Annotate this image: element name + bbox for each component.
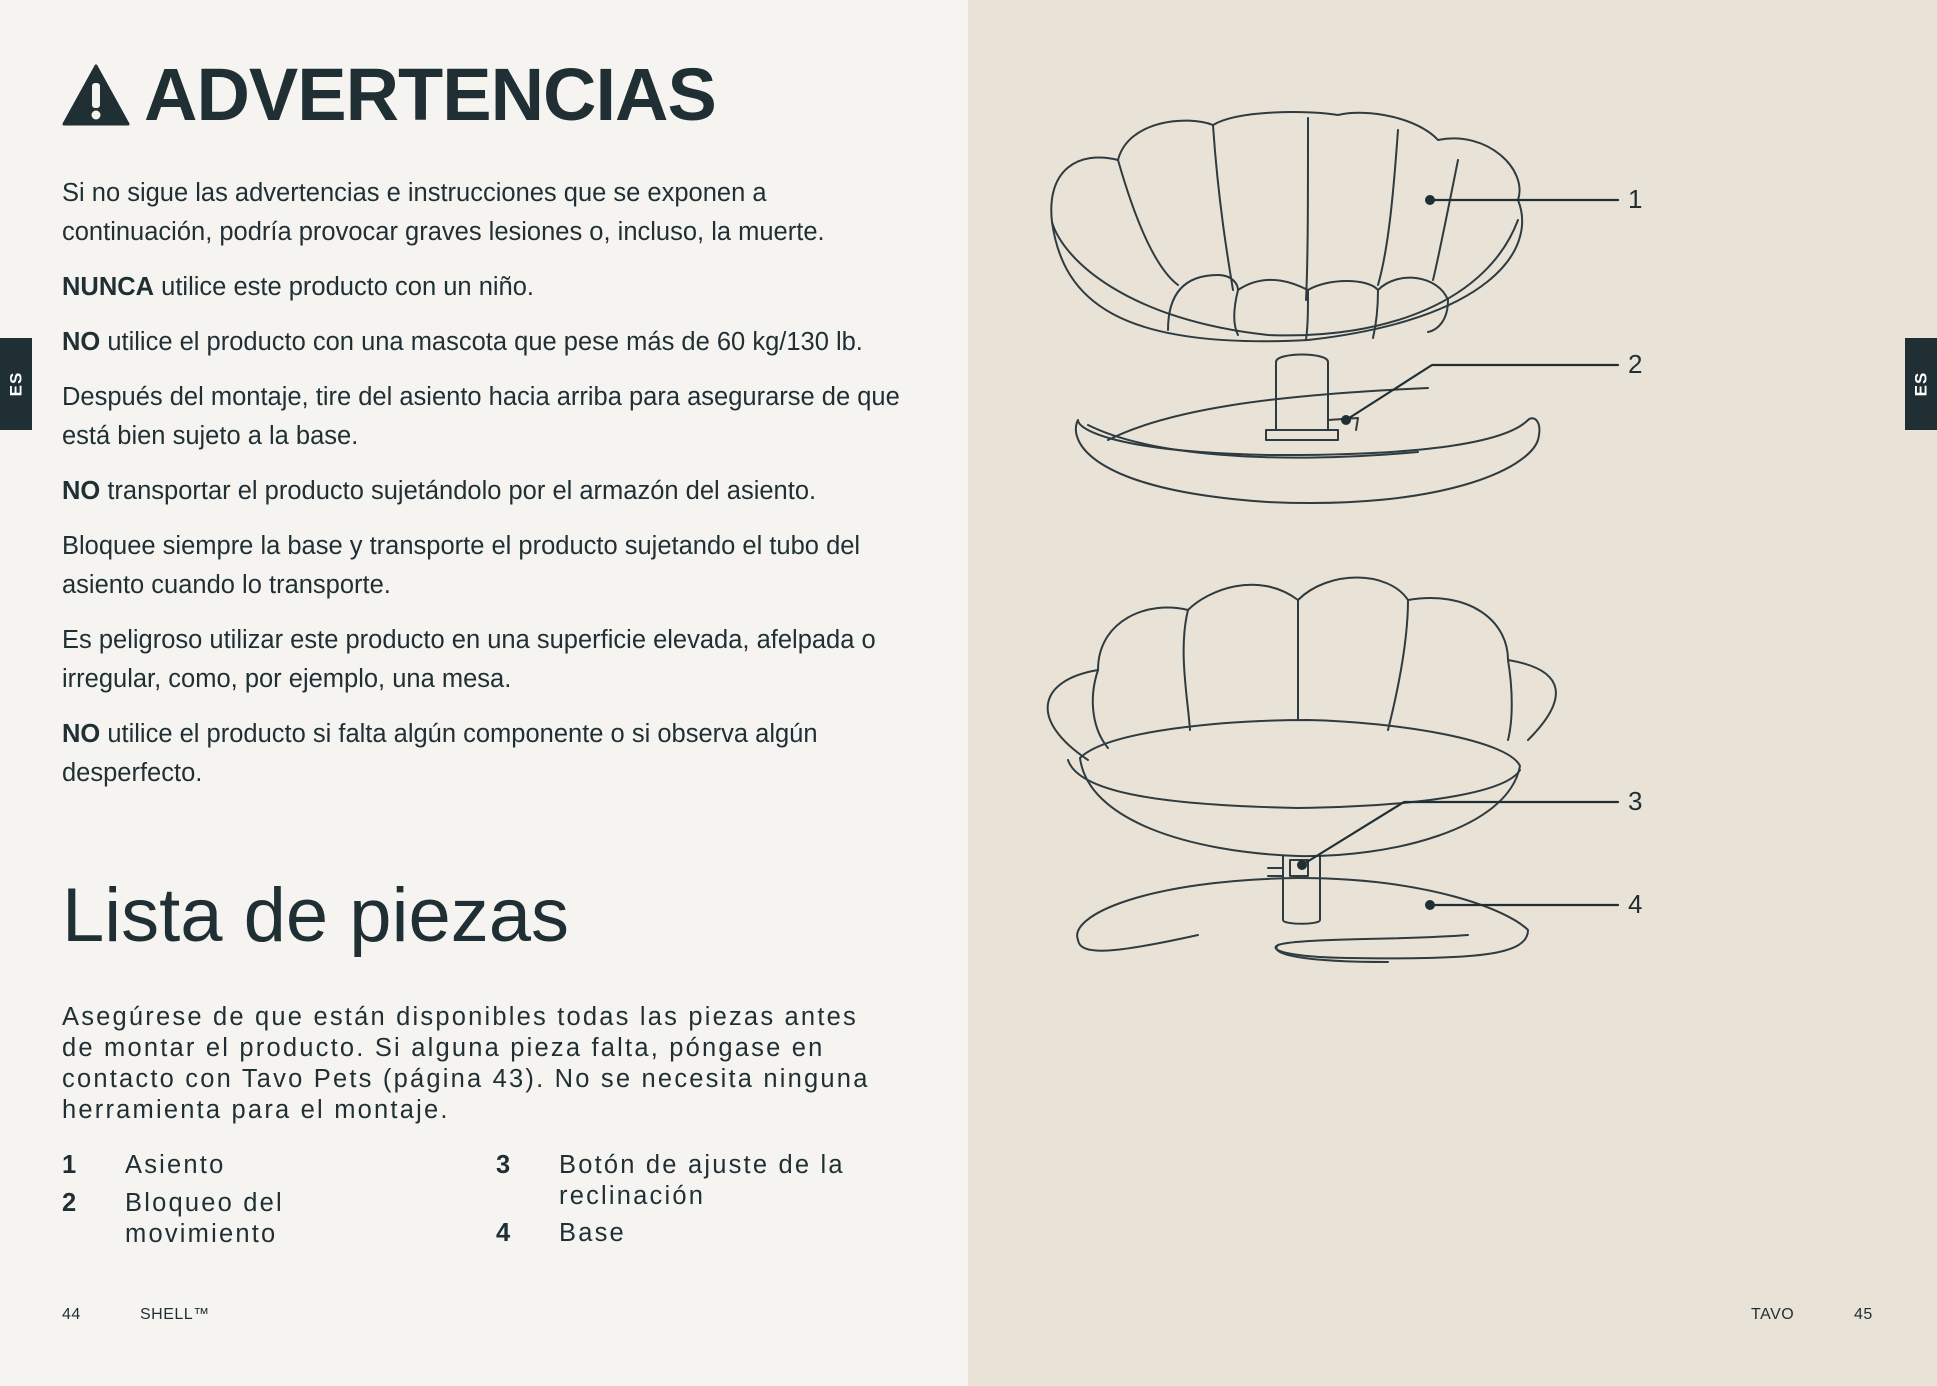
warnings-list — [62, 174, 922, 809]
warning-item: Después del montaje, tire del asiento hacia arriba para asegurarse de que está bien sujeto a la base. — [62, 383, 900, 450]
parts-list-item — [496, 1218, 879, 1249]
footer-brand-right: TAVO — [1751, 1306, 1795, 1323]
callout-dot — [1297, 860, 1307, 870]
warnings-header — [62, 53, 716, 136]
warning-item: Si no sigue las advertencias e instrucciones que se exponen a continuación, podría provocar graves lesiones o, incluso, la muerte. — [62, 179, 825, 246]
callout-dot — [1425, 900, 1435, 910]
footer-page-number-right: 45 — [1854, 1306, 1873, 1323]
footer-page-number-left: 44 — [62, 1306, 81, 1323]
warning-item: NO transportar el producto sujetándolo por el armazón del asiento. — [62, 477, 817, 505]
callout-dot — [1425, 195, 1435, 205]
footer-brand-left: SHELL™ — [140, 1306, 210, 1323]
part-number: 3 — [496, 1151, 511, 1179]
part-label: Botón de ajuste de la reclinación — [559, 1151, 845, 1210]
parts-list-item — [62, 1188, 325, 1250]
part-number: 1 — [62, 1151, 77, 1179]
language-tab-left: ES — [0, 338, 32, 430]
part-label: Base — [559, 1219, 626, 1247]
callout-1: 1 — [1628, 184, 1643, 214]
warning-item: NUNCA utilice este producto con un niño. — [62, 273, 534, 301]
callout-dot — [1341, 415, 1351, 425]
callout-2: 2 — [1628, 349, 1643, 379]
parts-title: Lista de piezas — [62, 873, 569, 958]
parts-list-item — [62, 1150, 445, 1181]
callout-3: 3 — [1628, 786, 1643, 816]
warning-item: NO utilice el producto si falta algún componente o si observa algún desperfecto. — [62, 720, 818, 787]
part-label: Asiento — [125, 1151, 226, 1179]
parts-intro: Asegúrese de que están disponibles todas las piezas antes de montar el producto. Si alguna pieza falta, póngase en contacto con Tavo Pets (página 43). No se necesita ninguna herramienta para el montaje. — [62, 1003, 870, 1124]
language-tab-right: ES — [1905, 338, 1937, 430]
warning-item: Bloquee siempre la base y transporte el producto sujetando el tubo del asiento cuando lo transporte. — [62, 532, 861, 599]
seat-top-view-illustration — [1051, 112, 1539, 503]
parts-list-item — [496, 1150, 879, 1212]
warning-triangle-icon — [62, 63, 130, 127]
part-number: 2 — [62, 1189, 77, 1217]
part-number: 4 — [496, 1219, 511, 1247]
warning-item: Es peligroso utilizar este producto en una superficie elevada, afelpada o irregular, como, por ejemplo, una mesa. — [62, 626, 876, 693]
warnings-title: ADVERTENCIAS — [144, 53, 716, 136]
part-label: Bloqueo del movimiento — [125, 1189, 284, 1248]
warning-item: NO utilice el producto con una mascota que pese más de 60 kg/130 lb. — [62, 328, 863, 356]
product-illustrations — [968, 0, 1937, 1386]
callout-4: 4 — [1628, 889, 1643, 919]
